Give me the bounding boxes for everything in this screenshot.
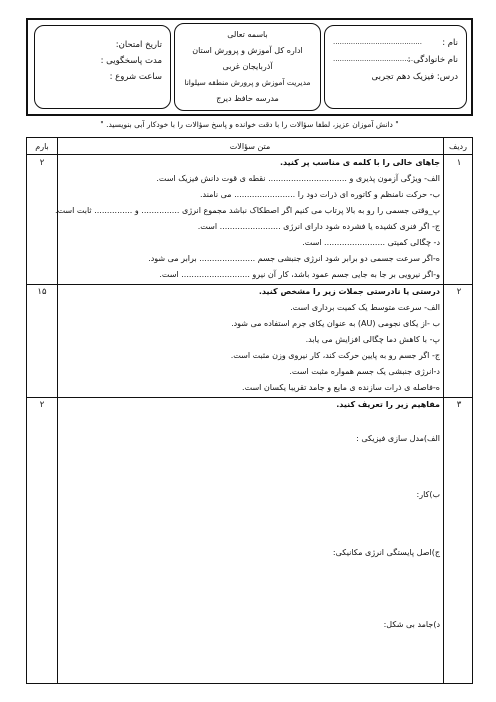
- exam-info-box: [34, 25, 171, 109]
- questions-header: متن سؤالات: [229, 142, 271, 151]
- questions-table: [26, 137, 473, 684]
- question-3-item: ب)کار:: [416, 490, 440, 499]
- lesson-label: درس: فیزیک دهم تجربی: [371, 72, 458, 82]
- question-3-item: الف)مدل سازی فیزیکی :: [356, 434, 440, 443]
- question-3-item: ج)اصل پایستگی انرژی مکانیکی:: [332, 548, 440, 557]
- family-dots: ....................................: [333, 55, 414, 63]
- question-3-number: ۳: [456, 400, 462, 410]
- school-info-box: [174, 23, 321, 111]
- question-1-score: ۲: [39, 158, 45, 168]
- question-1-item: ه-اگر سرعت جسمی دو برابر شود انرژی جنبشی جسم ...................... برابر می شود.: [148, 254, 440, 263]
- header-divider: [27, 154, 472, 155]
- question-3-score: ۲: [39, 400, 45, 410]
- exam-date-label: تاریخ امتحان:: [115, 40, 162, 50]
- question-1-item: ب- حرکت نامنظم و کاتوره ای ذرات دود را ........................ می نامند.: [199, 190, 440, 199]
- province-name: آذربایجان غربی: [222, 62, 273, 71]
- question-2-item: ج- اگر جسم رو به پایین حرکت کند، کار نیروی وزن مثبت است.: [230, 351, 440, 360]
- instruction-text: " دانش آموزان عزیز، لطفا سؤالات را با دقت خوانده و پاسخ سؤالات را با خودکار آبی بنویسید. ": [100, 120, 399, 129]
- question-1-item: پ_وقتی جسمی را رو به بالا پرتاب می کنیم اگر اصطکاک نباشد مجموع انرژی ............... و ............... ثابت است.: [55, 206, 440, 215]
- row-header: ردیف: [449, 142, 467, 151]
- score-header: بارم: [35, 142, 49, 151]
- basmala: باسمه تعالی: [227, 30, 268, 39]
- question-1-number: ۱: [456, 158, 462, 168]
- question-1-item: و-اگر نیرویی بر جا به جایی جسم عمود باشد، کار آن نیرو ........................... است.: [159, 270, 440, 279]
- question-2-item: د-انرژی جنبشی یک جسم همواره مثبت است.: [289, 367, 440, 376]
- question-divider: [27, 284, 472, 285]
- name-label: نام :: [442, 38, 458, 48]
- question-1-item: د- چگالی کمیتی ........................ است.: [302, 238, 440, 247]
- question-2-item: الف- سرعت متوسط یک کمیت برداری است.: [290, 303, 440, 312]
- family-label: نام خانوادگی :: [407, 55, 458, 65]
- question-divider: [27, 397, 472, 398]
- question-2-number: ۲: [456, 287, 462, 297]
- question-2-score: ۱۵: [37, 287, 47, 297]
- duration-label: مدت پاسخگویی :: [100, 56, 162, 66]
- name-dots: ........................................: [333, 38, 423, 46]
- question-3-item: د)جامد بی شکل:: [383, 620, 440, 629]
- exam-header: [26, 18, 473, 116]
- province-office: اداره کل آموزش و پرورش استان: [192, 46, 303, 55]
- question-2-title: درستی یا نادرستی جملات زیر را مشخص کنید.: [258, 287, 440, 296]
- row-column-divider: [443, 138, 444, 683]
- school-name: مدرسه حافظ دیرج: [216, 94, 279, 103]
- question-1-item: ج- اگر فنری کشیده یا فشرده شود دارای انرژی ........................ است.: [197, 222, 440, 231]
- start-time-label: ساعت شروع :: [109, 72, 162, 82]
- question-3-title: مفاهیم زیر را تعریف کنید.: [336, 400, 440, 409]
- score-column-divider: [57, 138, 58, 683]
- question-1-title: جاهای خالی را با کلمه ی مناسب پر کنید.: [279, 158, 440, 167]
- question-1-item: الف- ویژگی آزمون پذیری و ............................... نقطه ی قوت دانش فیزیک است.: [156, 174, 440, 183]
- question-2-item: پ- با کاهش دما چگالی افزایش می یابد.: [305, 335, 440, 344]
- question-2-item: ب -از یکای نجومی (AU) به عنوان یکای جرم استفاده می شود.: [231, 319, 440, 328]
- district-office: مدیریت آموزش و پرورش منطقه سیلوانا: [184, 78, 311, 87]
- question-2-item: ه-فاصله ی ذرات سازنده ی مایع و جامد تقریبا یکسان است.: [242, 383, 440, 392]
- student-info-box: [324, 25, 467, 109]
